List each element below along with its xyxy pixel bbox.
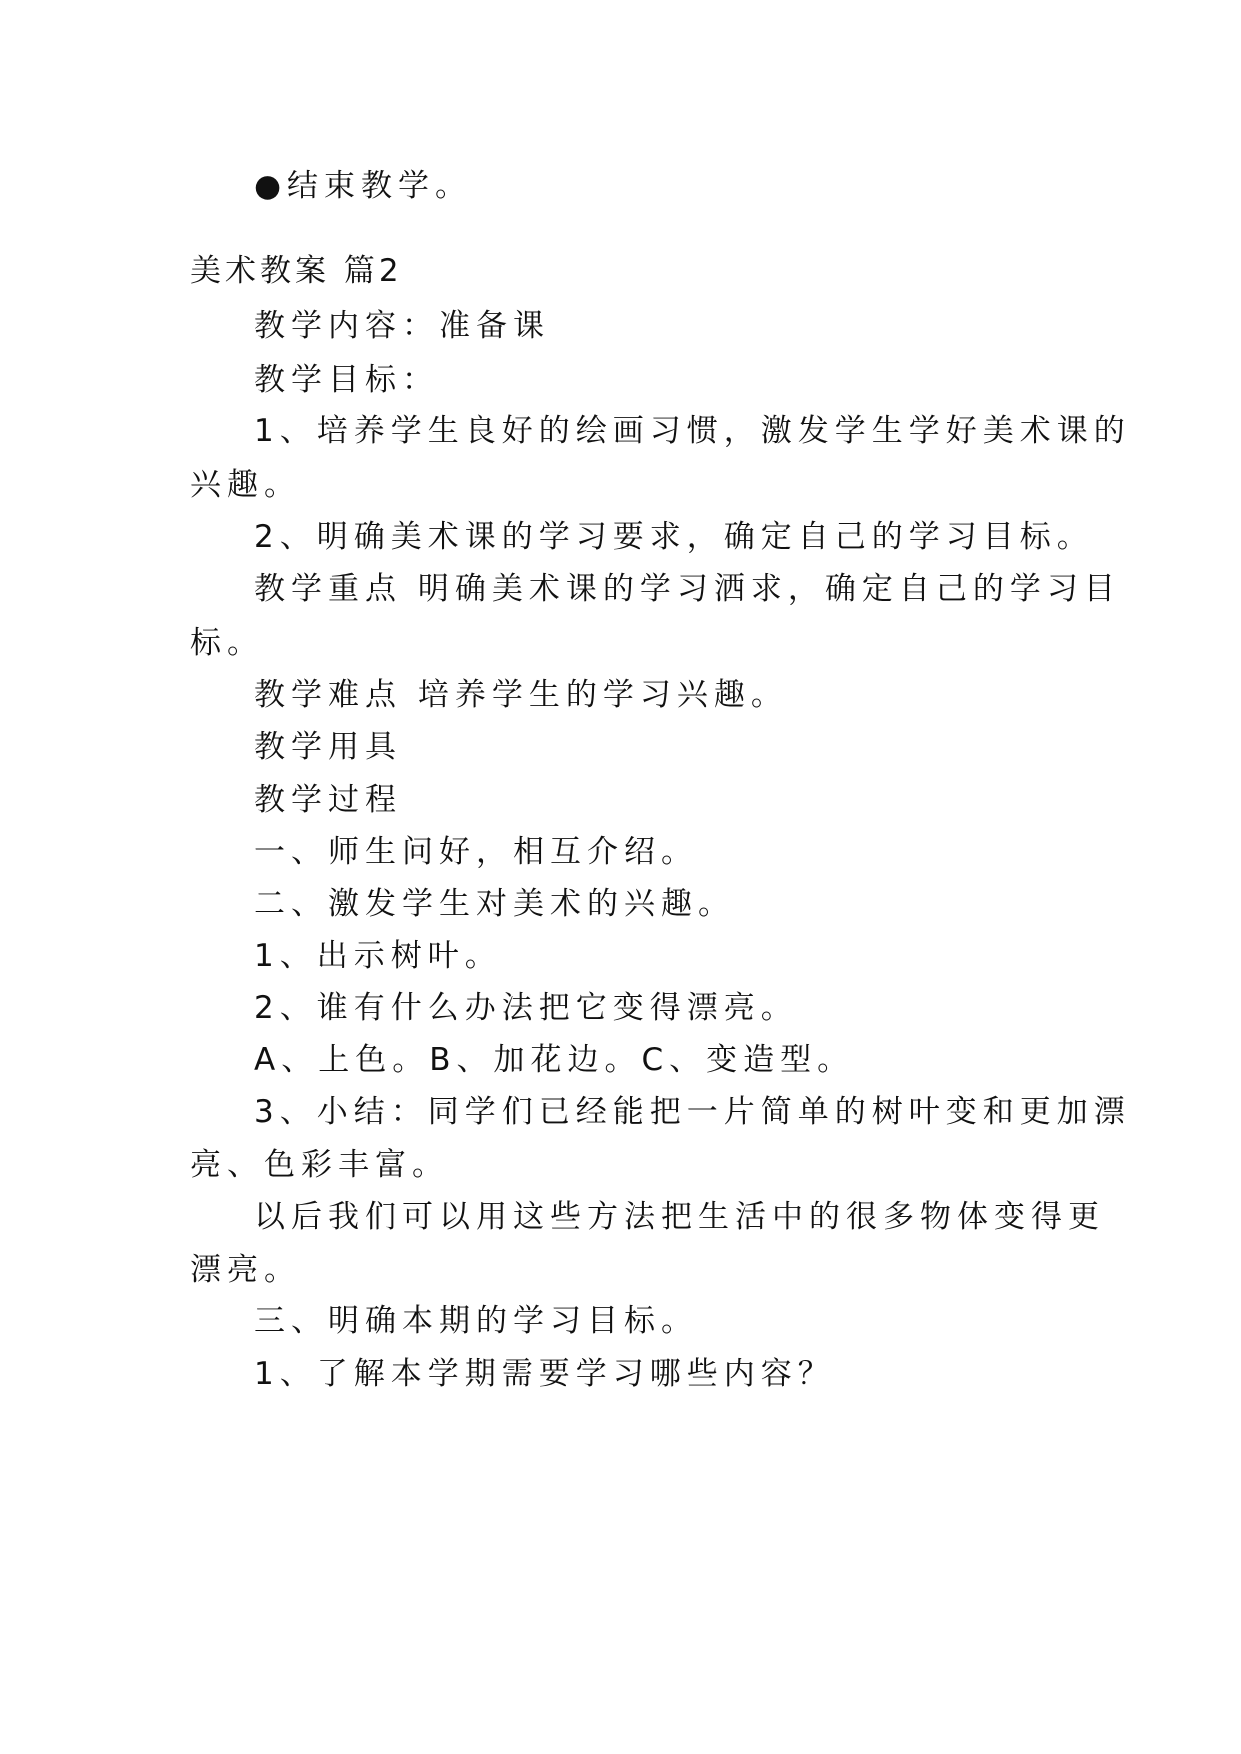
key-point-line-2: 标。 <box>190 625 264 661</box>
teaching-content: 教学内容：准备课 <box>254 308 550 344</box>
process-options: A、上色。B、加花边。C、变造型。 <box>254 1042 855 1078</box>
teaching-goals-heading: 教学目标： <box>254 362 439 398</box>
process-substep-2: 2、谁有什么办法把它变得漂亮。 <box>254 990 798 1026</box>
goal-1-line-1: 1、培养学生良好的绘画习惯，激发学生学好美术课的 <box>254 413 1131 449</box>
lesson-plan-title: 美术教案 篇2 <box>190 253 403 289</box>
goal-2: 2、明确美术课的学习要求，确定自己的学习目标。 <box>254 519 1094 555</box>
process-step-3: 三、明确本期的学习目标。 <box>254 1303 698 1339</box>
future-use-line-1: 以后我们可以用这些方法把生活中的很多物体变得更 <box>254 1199 1105 1235</box>
key-point-line-1: 教学重点 明确美术课的学习洒求，确定自己的学习目 <box>254 571 1121 607</box>
teaching-tools: 教学用具 <box>254 729 402 765</box>
goal-1-line-2: 兴趣。 <box>190 467 301 503</box>
process-substep-1: 1、出示树叶。 <box>254 938 502 974</box>
teaching-process: 教学过程 <box>254 782 402 818</box>
process-step-1: 一、师生问好，相互介绍。 <box>254 834 698 870</box>
closing-teaching-line: ●结束教学。 <box>254 168 473 204</box>
summary-line-2: 亮、色彩丰富。 <box>190 1147 449 1183</box>
future-use-line-2: 漂亮。 <box>190 1252 301 1288</box>
difficulty-point: 教学难点 培养学生的学习兴趣。 <box>254 677 788 713</box>
process-step-2: 二、激发学生对美术的兴趣。 <box>254 886 735 922</box>
summary-line-1: 3、小结：同学们已经能把一片简单的树叶变和更加漂 <box>254 1094 1131 1130</box>
process-substep-3: 1、了解本学期需要学习哪些内容？ <box>254 1356 835 1392</box>
